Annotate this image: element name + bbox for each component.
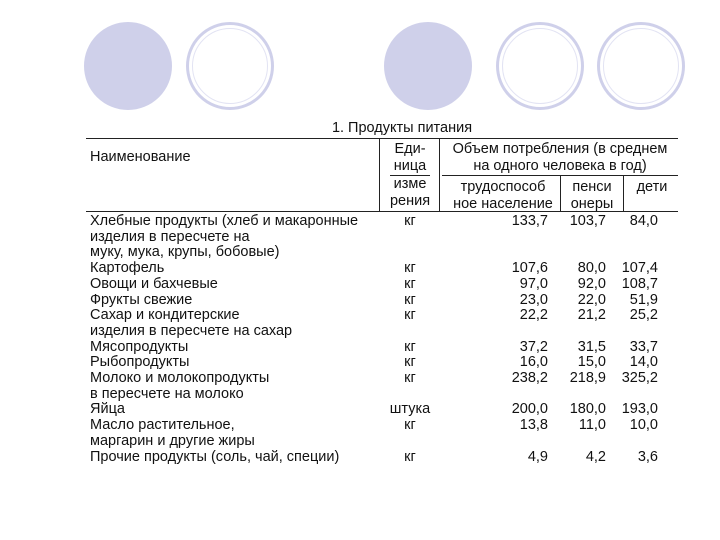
- row-working-value: 238,2: [511, 370, 548, 387]
- row-pensioners-value: 92,0: [577, 275, 606, 292]
- header-pensioners: [562, 179, 622, 213]
- table-body: [86, 212, 678, 465]
- header-consumption: [442, 141, 678, 175]
- row-name-line: Рыбопродукты: [90, 354, 190, 371]
- decorative-circles: [0, 0, 720, 120]
- decorative-circle-filled: [384, 22, 472, 110]
- row-working-value: 37,2: [519, 338, 548, 355]
- table-row: [86, 450, 678, 466]
- row-pensioners-value: 22,0: [577, 291, 606, 308]
- header-unit-line: рения: [389, 193, 431, 209]
- row-name-line: Яйца: [90, 401, 125, 418]
- row-name: [86, 261, 375, 277]
- row-name: [86, 418, 375, 449]
- row-unit: кг: [404, 307, 416, 324]
- row-working-value: 97,0: [519, 275, 548, 292]
- table-row: [86, 340, 678, 356]
- row-pensioners-value: 80,0: [577, 260, 606, 277]
- row-name-line: Молоко и молокопродукты: [90, 370, 270, 387]
- row-pensioners-value: 21,2: [577, 307, 606, 324]
- row-working-value: 16,0: [519, 354, 548, 371]
- header-children: [626, 179, 678, 196]
- row-name: [86, 371, 375, 402]
- food-table-document: [86, 118, 678, 465]
- row-name: [86, 293, 375, 309]
- row-children-value: 51,9: [629, 291, 658, 308]
- row-name: [86, 402, 375, 418]
- row-unit: кг: [404, 213, 416, 229]
- row-name-line: маргарин и другие жиры: [90, 432, 255, 449]
- row-unit: кг: [404, 260, 416, 277]
- row-name: [86, 355, 375, 371]
- table-row: [86, 355, 678, 371]
- header-divider: [379, 139, 380, 211]
- header-working-line: трудоспособ: [460, 179, 546, 195]
- row-pensioners-value: 218,9: [569, 370, 606, 387]
- row-children-value: 25,2: [629, 307, 658, 324]
- row-children-value: 10,0: [629, 417, 658, 434]
- row-working-value: 4,9: [527, 448, 548, 465]
- decorative-circle-ring: [496, 22, 584, 110]
- row-working-value: 200,0: [511, 401, 548, 418]
- header-pensioners-line: онеры: [570, 196, 614, 212]
- decorative-circle-filled: [84, 22, 172, 110]
- row-unit: кг: [404, 354, 416, 371]
- table-row: [86, 371, 678, 402]
- row-name-line: изделия в пересчете на сахар: [90, 322, 293, 339]
- header-divider: [560, 175, 561, 211]
- row-name: [86, 340, 375, 356]
- header-unit: [382, 141, 438, 210]
- decorative-circle-ring: [597, 22, 685, 110]
- row-working-value: 23,0: [519, 291, 548, 308]
- row-name: [86, 277, 375, 293]
- row-name-line: Прочие продукты (соль, чай, специи): [90, 448, 340, 465]
- row-name: [86, 450, 375, 466]
- row-name-line: изделия в пересчете на: [90, 228, 250, 245]
- row-unit: кг: [404, 338, 416, 355]
- table-row: [86, 402, 678, 418]
- row-name: [86, 214, 375, 261]
- row-name-line: Овощи и бахчевые: [90, 275, 218, 292]
- row-name-line: Хлебные продукты (хлеб и макаронные: [90, 213, 359, 229]
- row-pensioners-value: 103,7: [569, 213, 606, 229]
- decorative-circle-ring: [186, 22, 274, 110]
- row-name-line: Мясопродукты: [90, 338, 189, 355]
- row-children-value: 193,0: [621, 401, 658, 418]
- row-pensioners-value: 15,0: [577, 354, 606, 371]
- header-unit-line: изме: [393, 176, 427, 192]
- header-consumption-line: Объем потребления (в среднем: [452, 141, 668, 157]
- row-unit: кг: [404, 448, 416, 465]
- table-title: 1. Продукты питания: [331, 120, 473, 136]
- table-row: [86, 261, 678, 277]
- row-name-line: муку, мука, крупы, бобовые): [90, 244, 280, 261]
- table-row: [86, 418, 678, 449]
- header-children-label: дети: [636, 179, 668, 195]
- header-working-population: [446, 179, 560, 213]
- row-pensioners-value: 31,5: [577, 338, 606, 355]
- row-working-value: 22,2: [519, 307, 548, 324]
- row-children-value: 33,7: [629, 338, 658, 355]
- table-row: [86, 277, 678, 293]
- row-pensioners-value: 4,2: [585, 448, 606, 465]
- table-header: [86, 139, 678, 211]
- row-name-line: Масло растительное,: [90, 417, 235, 434]
- header-name: Наименование: [90, 149, 191, 165]
- header-pensioners-line: пенси: [572, 179, 612, 195]
- row-children-value: 14,0: [629, 354, 658, 371]
- table-row: [86, 214, 678, 261]
- row-working-value: 133,7: [511, 213, 548, 229]
- row-working-value: 107,6: [511, 260, 548, 277]
- row-name-line: в пересчете на молоко: [90, 385, 244, 402]
- row-unit: штука: [389, 401, 431, 418]
- row-children-value: 107,4: [621, 260, 658, 277]
- row-working-value: 13,8: [519, 417, 548, 434]
- row-unit: кг: [404, 370, 416, 387]
- row-children-value: 108,7: [621, 275, 658, 292]
- row-unit: кг: [404, 291, 416, 308]
- row-name: [86, 308, 375, 339]
- header-consumption-line: на одного человека в год): [473, 158, 647, 174]
- row-children-value: 3,6: [637, 448, 658, 465]
- table-row: [86, 308, 678, 339]
- row-name-line: Сахар и кондитерские: [90, 307, 240, 324]
- row-pensioners-value: 11,0: [578, 417, 606, 434]
- header-unit-line: Еди-: [394, 141, 426, 157]
- row-children-value: 325,2: [621, 370, 658, 387]
- row-unit: кг: [404, 417, 416, 434]
- header-unit-line: ница: [390, 158, 430, 176]
- table-row: [86, 293, 678, 309]
- row-name-line: Картофель: [90, 260, 165, 277]
- row-children-value: 84,0: [629, 213, 658, 229]
- row-pensioners-value: 180,0: [569, 401, 606, 418]
- row-unit: кг: [404, 275, 416, 292]
- row-name-line: Фрукты свежие: [90, 291, 193, 308]
- header-divider: [623, 175, 624, 211]
- header-divider: [439, 139, 440, 211]
- header-working-line: ное население: [453, 196, 553, 212]
